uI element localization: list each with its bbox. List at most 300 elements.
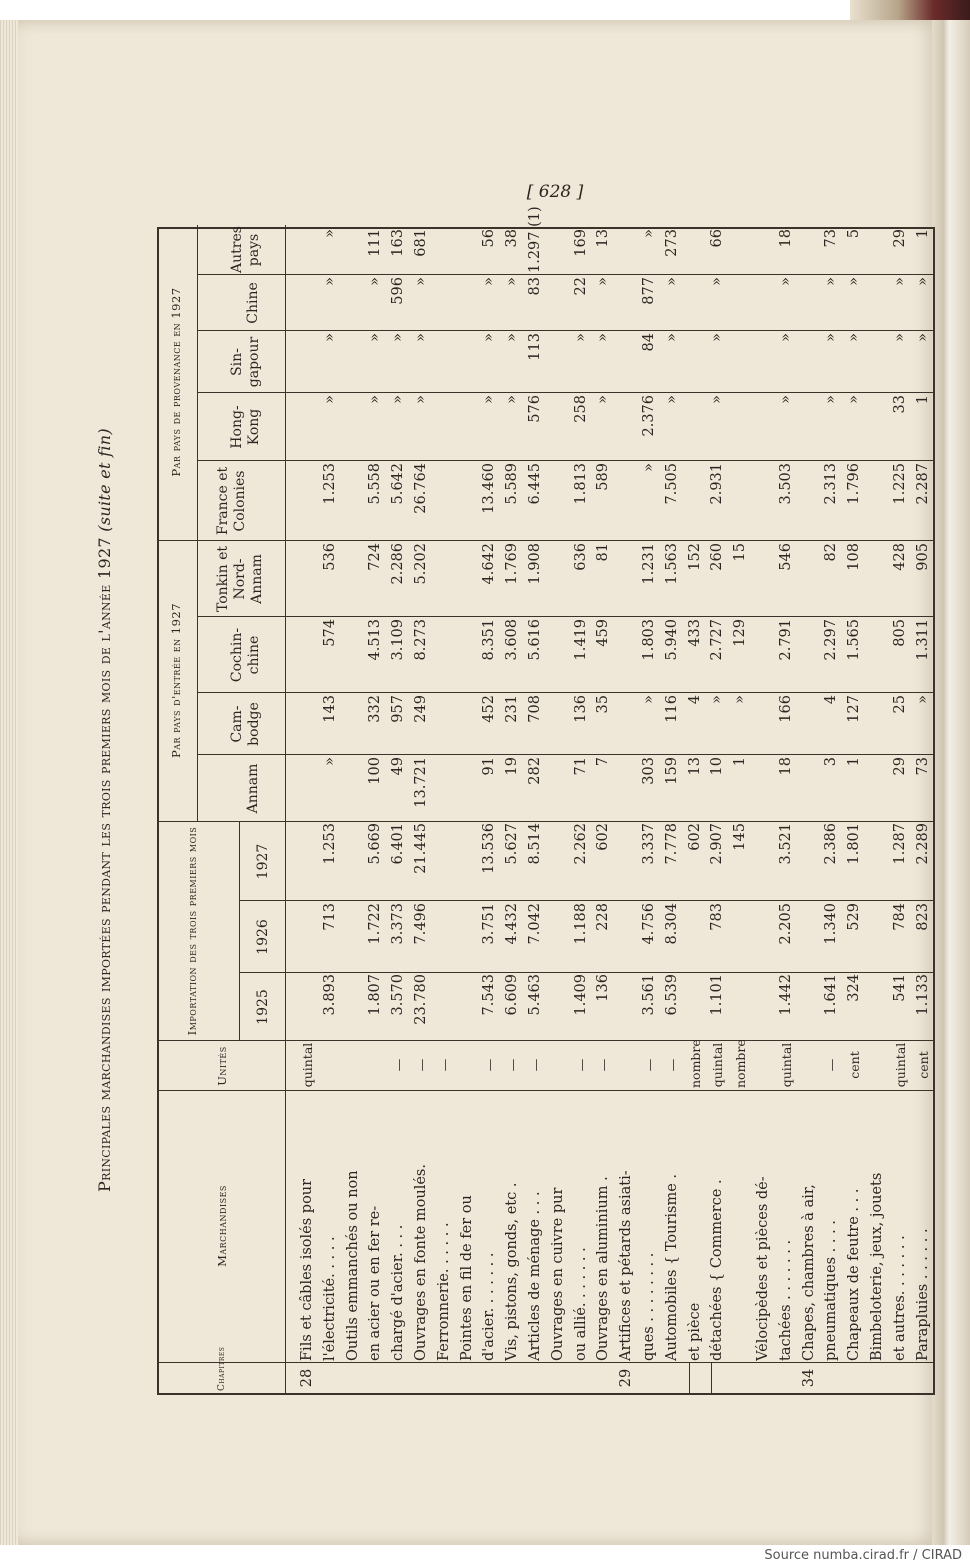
cell-annam: 10 [709, 757, 726, 776]
cell-cochinchine: 3.109 [390, 619, 407, 661]
cell-singapour: » [595, 333, 612, 342]
table-row [573, 225, 590, 1393]
cell-chine: » [595, 277, 612, 286]
cell-cambodge: 249 [413, 695, 429, 723]
table-row [915, 225, 932, 1393]
cell-label: en acier ou en fer re- [367, 1205, 384, 1361]
cell-label: Artifices et pétards asiati- [618, 1170, 635, 1361]
cell-tonkin: 15 [732, 543, 749, 562]
cell-label: tachées . . . . . . . [777, 1239, 794, 1361]
cell-y1927: 3.337 [641, 823, 657, 865]
cell-singapour: » [572, 333, 589, 342]
cell-tonkin: 5.202 [413, 543, 429, 585]
cell-label: Ouvrages en aluminium . [595, 1176, 612, 1361]
cell-autres: 169 [572, 229, 589, 257]
cell-annam: 18 [777, 757, 794, 776]
table-row [322, 225, 339, 1393]
cell-y1927: 5.669 [367, 823, 384, 865]
cell-hongkong: » [504, 395, 521, 404]
table-row [778, 225, 795, 1393]
header-cambodge: Cam-bodge [229, 702, 262, 746]
cell-chine: » [367, 277, 384, 286]
header-france: France et Colonies [215, 466, 248, 536]
cell-annam: 1 [846, 757, 863, 767]
cell-singapour: » [481, 333, 498, 342]
header-1927: 1927 [255, 843, 271, 880]
cell-singapour: » [663, 333, 680, 342]
rotated-table-area [95, 206, 935, 1395]
page-number: [ 628 ] [526, 182, 584, 202]
page-edges [0, 20, 18, 1545]
cell-tonkin: 905 [914, 543, 931, 571]
cell-unit: quintal [710, 1042, 726, 1088]
cell-singapour: » [367, 333, 384, 342]
cell-autres: 73 [823, 229, 840, 248]
cell-y1927: 21.445 [413, 823, 429, 874]
table-row [641, 225, 658, 1393]
cell-unit: quintal [300, 1042, 315, 1088]
cell-label: ques . . . . . . . . [641, 1252, 657, 1361]
cell-cambodge: » [914, 695, 931, 704]
cell-annam: 100 [367, 757, 384, 785]
cell-label: Ouvrages en cuivre pur [549, 1187, 566, 1361]
cell-autres: 38 [504, 229, 521, 248]
cell-y1927: 602 [595, 823, 612, 851]
cell-annam: 3 [823, 757, 840, 767]
cell-annam: 49 [390, 757, 407, 776]
cell-label: Chapes, chambres à air, [800, 1184, 817, 1361]
header-autres: Autres pays [229, 226, 262, 273]
cell-label: et pièce [686, 1302, 703, 1361]
cell-y1925: 1.409 [572, 974, 589, 1016]
cell-singapour: » [777, 333, 794, 342]
table-row [892, 225, 909, 1393]
header-1925: 1925 [255, 989, 271, 1025]
cell-hongkong: 33 [891, 395, 908, 414]
cell-y1926: 1.188 [572, 903, 589, 945]
cell-unit: cent [847, 1051, 863, 1079]
cell-label: Ouvrages en fonte moulés. [413, 1164, 429, 1361]
cell-label: Automobiles { Tourisme . [663, 1173, 680, 1361]
statistics-table [157, 206, 935, 1395]
cell-y1927: 13.536 [481, 823, 498, 874]
cell-france: 1.796 [846, 463, 863, 505]
table-row [595, 225, 612, 1393]
cell-y1926: 783 [709, 903, 726, 931]
cell-autres: 163 [390, 229, 407, 257]
table-row [732, 225, 749, 1393]
cell-chap: 34 [800, 1368, 817, 1388]
cell-tonkin: 1.908 [527, 543, 543, 585]
table-row [527, 206, 544, 1393]
cell-chine: » [891, 277, 908, 286]
table-row [367, 225, 384, 1393]
cell-y1926: 1.340 [823, 903, 840, 945]
table-row [299, 225, 316, 1393]
cell-autres: 1 [914, 229, 931, 239]
cell-autres: 29 [891, 229, 908, 248]
cell-y1925: 136 [595, 974, 612, 1002]
cell-cochinchine: 8.273 [413, 619, 429, 661]
cell-unit: — [824, 1058, 840, 1072]
cell-y1926: 713 [321, 903, 338, 931]
cell-hongkong: » [709, 395, 726, 404]
table-row [664, 225, 681, 1393]
cell-hongkong: » [481, 395, 498, 404]
cell-cambodge: 35 [595, 695, 612, 714]
cell-singapour: » [914, 333, 931, 342]
table-row [755, 225, 772, 1393]
cell-chine: » [481, 277, 498, 286]
cell-y1925: 1.133 [914, 974, 931, 1016]
cell-y1927: 1.253 [321, 823, 338, 865]
header-bottom-rule [285, 225, 286, 1393]
cell-chine: 83 [527, 277, 543, 296]
cell-label: Ferronnerie. . . . . . [435, 1222, 452, 1361]
cell-cochinchine: 5.616 [527, 619, 543, 661]
cell-label: Fils et câbles isolés pour [299, 1178, 315, 1361]
cell-cochinchine: 574 [321, 619, 338, 647]
cell-autres: 1.297 (1) [527, 206, 543, 273]
cell-y1926: 4.756 [641, 903, 657, 945]
cell-y1927: 2.907 [709, 823, 726, 865]
cell-tonkin: 1.231 [641, 543, 657, 585]
cell-singapour: » [891, 333, 908, 342]
cell-y1925: 3.570 [390, 974, 407, 1016]
table-row [550, 225, 567, 1393]
cell-tonkin: 152 [686, 543, 703, 571]
table-row [413, 225, 430, 1393]
cell-label: d'acier. . . . . . . [481, 1252, 498, 1361]
cell-unit: nombre [733, 1039, 749, 1088]
header-hongkong: Hong-Kong [229, 405, 262, 449]
header-chine: Chine [245, 282, 261, 324]
cell-y1925: 324 [846, 974, 863, 1002]
table-row [459, 225, 476, 1393]
cell-hongkong: » [321, 395, 338, 404]
cell-france: 1.225 [891, 463, 908, 505]
table-row [345, 225, 362, 1393]
cell-singapour: » [504, 333, 521, 342]
cell-annam: 71 [572, 757, 589, 776]
cell-hongkong: » [663, 395, 680, 404]
cell-singapour: » [823, 333, 840, 342]
cell-cambodge: 25 [891, 695, 908, 714]
header-cochinchine: Cochin-chine [229, 627, 262, 683]
cell-chine: » [823, 277, 840, 286]
cell-label: Vélocipèdes et pièces dé- [755, 1176, 771, 1361]
cell-cochinchine: 5.940 [663, 619, 680, 661]
cell-france: 2.287 [914, 463, 931, 505]
cell-cambodge: 231 [504, 695, 521, 723]
header-marchandises: Marchandises [215, 1185, 229, 1267]
cell-label: Outils emmanchés ou non [344, 1170, 361, 1361]
cell-autres: » [641, 229, 657, 238]
cell-france: 13.460 [481, 463, 498, 514]
cell-tonkin: 81 [595, 543, 612, 562]
cell-cochinchine: 2.297 [823, 619, 840, 661]
cell-france: 3.503 [777, 463, 794, 505]
cell-annam: » [321, 757, 338, 766]
cell-tonkin: 724 [367, 543, 384, 571]
cell-annam: 303 [641, 757, 657, 785]
cell-unit: — [596, 1058, 612, 1072]
cell-tonkin: 536 [321, 543, 338, 571]
cell-cambodge: 4 [823, 695, 840, 705]
cell-y1926: 1.722 [367, 903, 384, 945]
cell-y1926: 4.432 [504, 903, 521, 945]
cell-tonkin: 82 [823, 543, 840, 562]
table-title-suffix: (suite et fin) [95, 428, 114, 532]
cell-singapour: » [709, 333, 726, 342]
cell-tonkin: 1.563 [663, 543, 680, 585]
cell-cochinchine: 1.419 [572, 619, 589, 661]
cell-y1927: 145 [732, 823, 749, 851]
cell-y1925: 5.463 [527, 974, 543, 1016]
cell-label: chargé d'acier. . . . [390, 1224, 407, 1361]
cell-y1926: 529 [846, 903, 863, 931]
cell-y1926: 3.751 [481, 903, 498, 945]
cell-y1926: 784 [891, 903, 908, 931]
cell-y1925: 23.780 [413, 974, 429, 1025]
cell-france: 1.813 [572, 463, 589, 505]
cell-cambodge: 143 [321, 695, 338, 723]
cell-y1927: 3.521 [777, 823, 794, 865]
cell-label: Pointes en fil de fer ou [458, 1195, 475, 1361]
cell-tonkin: 1.769 [504, 543, 521, 585]
cell-y1926: 7.496 [413, 903, 429, 945]
table-row [390, 225, 407, 1393]
cell-france: 5.558 [367, 463, 384, 505]
cell-autres: 13 [595, 229, 612, 248]
cell-y1925: 1.641 [823, 974, 840, 1016]
cell-y1926: 228 [595, 903, 612, 931]
cell-france: 2.931 [709, 463, 726, 505]
cell-annam: 1 [732, 757, 749, 767]
cell-y1927: 6.401 [390, 823, 407, 865]
cell-hongkong: 1 [914, 395, 931, 405]
cell-tonkin: 2.286 [390, 543, 407, 585]
source-credit: Source numba.cirad.fr / CIRAD [764, 1548, 962, 1563]
cell-cambodge: 166 [777, 695, 794, 723]
cell-y1925: 3.893 [321, 974, 338, 1016]
cell-hongkong: » [367, 395, 384, 404]
cell-autres: 5 [846, 229, 863, 239]
cell-cambodge: 127 [846, 695, 863, 723]
cell-cochinchine: 2.791 [777, 619, 794, 661]
header-1926: 1926 [255, 919, 271, 955]
header-unites: Unités [215, 1046, 229, 1086]
cell-autres: 56 [481, 229, 498, 248]
cell-chine: » [914, 277, 931, 286]
cell-label: Bimbeloterie, jeux, jouets [869, 1172, 885, 1361]
cell-chine: 596 [390, 277, 407, 305]
cell-singapour: » [413, 333, 429, 342]
cell-label: ou allié. . . . . . . [572, 1247, 589, 1361]
cell-singapour: 84 [641, 333, 657, 352]
cell-singapour: » [390, 333, 407, 342]
cell-annam: 19 [504, 757, 521, 776]
table-title-main: Principales marchandises importées pendant les trois premiers mois de l'année 1927 [95, 537, 114, 1192]
cell-france: » [641, 463, 657, 472]
cell-autres: 681 [413, 229, 429, 257]
cell-y1927: 2.386 [823, 823, 840, 865]
cell-chine: 22 [572, 277, 589, 296]
table-row [801, 225, 818, 1393]
cell-unit: cent [915, 1051, 931, 1079]
header-chapitres: Chapitres [217, 1346, 227, 1391]
cell-label: et autres. . . . . . . [891, 1235, 908, 1361]
cell-unit: — [664, 1058, 680, 1072]
cell-tonkin: 260 [709, 543, 726, 571]
cell-annam: 73 [914, 757, 931, 776]
cell-y1927: 1.801 [846, 823, 863, 865]
cell-y1925: 3.561 [641, 974, 657, 1016]
cell-annam: 7 [595, 757, 612, 767]
header-rule [239, 822, 240, 1041]
book-right-edge [932, 20, 970, 1545]
cell-cochinchine: 1.803 [641, 619, 657, 661]
cell-chine: 877 [641, 277, 657, 305]
cell-hongkong: » [390, 395, 407, 404]
cell-y1927: 2.289 [914, 823, 931, 865]
table-row [618, 225, 635, 1393]
table-title [95, 225, 114, 1395]
cell-label: détachées { Commerce . [709, 1179, 726, 1361]
cell-hongkong: 576 [527, 395, 543, 423]
cell-cochinchine: 4.513 [367, 619, 384, 661]
cell-france: 5.642 [390, 463, 407, 505]
cell-cochinchine: 1.311 [914, 619, 931, 661]
cell-tonkin: 4.642 [481, 543, 498, 585]
cell-unit: quintal [778, 1042, 794, 1088]
cell-cambodge: » [709, 695, 726, 704]
cell-y1925: 541 [891, 974, 908, 1002]
cell-unit: — [482, 1058, 498, 1072]
header-annam: Annam [245, 763, 261, 814]
cell-cambodge: 332 [367, 695, 384, 723]
cell-annam: 282 [527, 757, 543, 785]
cell-autres: 66 [709, 229, 726, 248]
header-provenance: Par pays de provenance en 1927 [169, 287, 183, 477]
table-row [436, 225, 453, 1393]
cell-label: pneumatiques . . . . [823, 1220, 840, 1361]
cell-annam: 91 [481, 757, 498, 776]
cell-singapour: 113 [527, 333, 543, 361]
header-tonkin: Tonkin et Nord-Annam [215, 545, 265, 613]
cell-y1925: 1.442 [777, 974, 794, 1016]
cell-france: 5.589 [504, 463, 521, 505]
cell-hongkong: » [413, 395, 429, 404]
header-importation: Importation des trois premiers mois [185, 826, 199, 1036]
cell-chine: » [321, 277, 338, 286]
cell-label: Parapluies . . . . . . [914, 1228, 931, 1361]
cell-tonkin: 108 [846, 543, 863, 571]
cell-label: Chapeaux de feutre . . . [846, 1188, 863, 1361]
cell-unit: — [391, 1058, 407, 1072]
table-row [687, 225, 704, 1393]
cell-france: 6.445 [527, 463, 543, 505]
cell-chine: » [846, 277, 863, 286]
cell-france: 1.253 [321, 463, 338, 505]
cell-y1926: 7.042 [527, 903, 543, 945]
cell-unit: nombre [687, 1039, 703, 1088]
cell-france: 2.313 [823, 463, 840, 505]
cell-cambodge: » [732, 695, 749, 704]
cell-hongkong: » [823, 395, 840, 404]
cell-cochinchine: 433 [686, 619, 703, 647]
cell-autres: 18 [777, 229, 794, 248]
cell-cochinchine: 459 [595, 619, 612, 647]
cell-france: 7.505 [663, 463, 680, 505]
table-row [869, 225, 886, 1393]
cell-cochinchine: 3.608 [504, 619, 521, 661]
cell-cochinchine: 2.727 [709, 619, 726, 661]
cell-unit: — [642, 1058, 657, 1072]
cell-france: 26.764 [413, 463, 429, 514]
cell-cambodge: 116 [663, 695, 680, 723]
cell-hongkong: 2.376 [641, 395, 657, 437]
cell-hongkong: » [777, 395, 794, 404]
cell-y1925: 1.101 [709, 974, 726, 1016]
cell-cambodge: 957 [390, 695, 407, 723]
cell-label: l'électricité. . . . . [321, 1236, 338, 1361]
cell-annam: 159 [663, 757, 680, 785]
cell-y1926: 2.205 [777, 903, 794, 945]
cell-y1925: 1.807 [367, 974, 384, 1016]
cell-chap: 29 [618, 1368, 635, 1388]
cell-annam: 13.721 [413, 757, 429, 808]
cell-label: Articles de ménage . . . [527, 1191, 543, 1361]
cell-cochinchine: 8.351 [481, 619, 498, 661]
cell-chine: » [709, 277, 726, 286]
cell-annam: 29 [891, 757, 908, 776]
cell-y1926: 823 [914, 903, 931, 931]
cell-cochinchine: 1.565 [846, 619, 863, 661]
cell-unit: — [505, 1058, 521, 1072]
cell-unit: — [528, 1058, 543, 1072]
cell-hongkong: » [846, 395, 863, 404]
cell-cochinchine: 805 [891, 619, 908, 647]
cell-chine: » [777, 277, 794, 286]
cell-y1927: 602 [686, 823, 703, 851]
cell-cambodge: 452 [481, 695, 498, 723]
cell-unit: quintal [892, 1042, 908, 1088]
cell-y1925: 7.543 [481, 974, 498, 1016]
cell-chine: » [413, 277, 429, 286]
table-row [846, 225, 863, 1393]
cell-chap: 28 [299, 1368, 315, 1388]
cell-y1927: 8.514 [527, 823, 543, 865]
cell-y1927: 2.262 [572, 823, 589, 865]
table-row [504, 225, 521, 1393]
cell-france: 589 [595, 463, 612, 491]
table-row [823, 225, 840, 1393]
cell-autres: » [321, 229, 338, 238]
cell-hongkong: » [595, 395, 612, 404]
cell-unit: — [436, 1058, 452, 1072]
cell-tonkin: 636 [572, 543, 589, 571]
cell-chine: » [663, 277, 680, 286]
header-entree: Par pays d'entrée en 1927 [169, 602, 183, 759]
cell-chine: » [504, 277, 521, 286]
cell-singapour: » [321, 333, 338, 342]
cell-cochinchine: 129 [732, 619, 749, 647]
table-row [481, 225, 498, 1393]
cell-y1926: 8.304 [663, 903, 680, 945]
cell-label: Vis, pistons, gonds, etc . [504, 1182, 521, 1361]
cell-autres: 273 [663, 229, 680, 257]
